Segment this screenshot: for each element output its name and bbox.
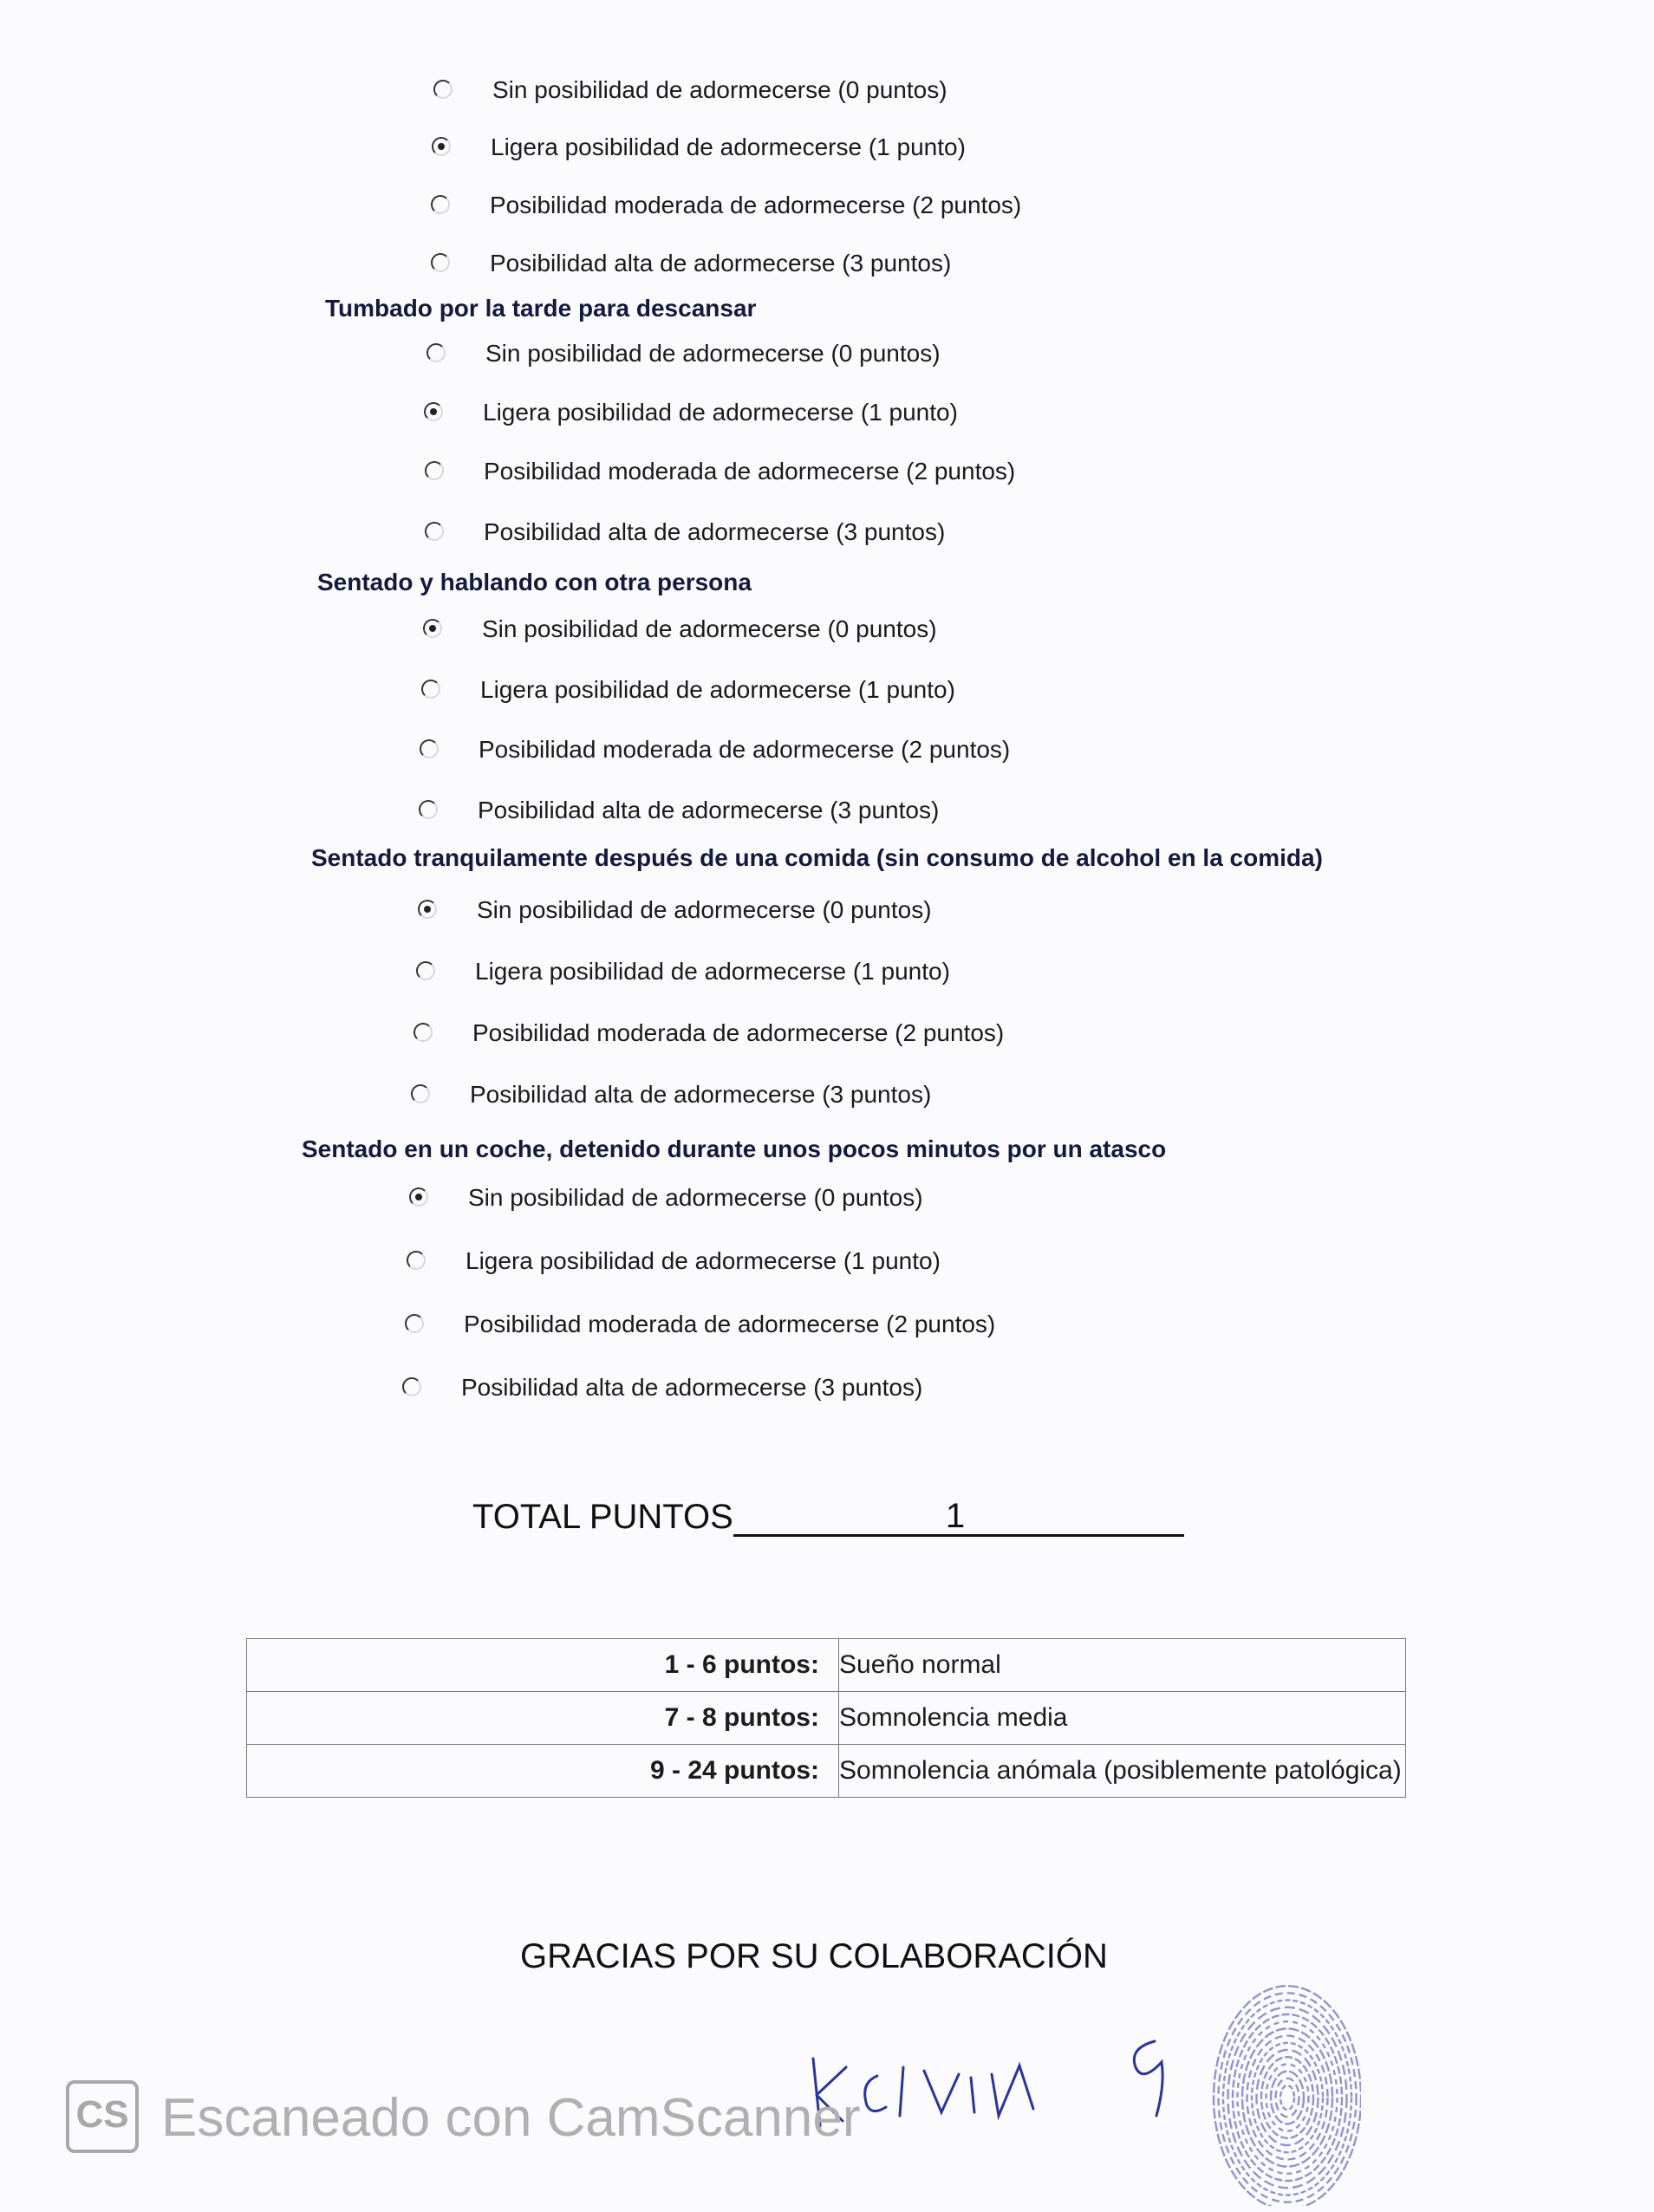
radio-checked-icon[interactable] — [432, 137, 451, 156]
answer-option-label: Ligera posibilidad de adormecerse (1 punto) — [475, 958, 950, 985]
radio-checked-icon[interactable] — [424, 402, 443, 421]
radio-unchecked-icon[interactable] — [402, 1377, 421, 1396]
answer-option-label: Posibilidad alta de adormecerse (3 puntos) — [470, 1081, 932, 1108]
answer-option-label: Ligera posibilidad de adormecerse (1 punto) — [466, 1247, 941, 1274]
answer-option-label: Posibilidad alta de adormecerse (3 puntos) — [484, 518, 946, 545]
answer-option-label: Posibilidad alta de adormecerse (3 puntos) — [478, 797, 940, 823]
radio-unchecked-icon[interactable] — [420, 739, 439, 758]
radio-unchecked-icon[interactable] — [425, 522, 444, 541]
radio-unchecked-icon[interactable] — [414, 1023, 433, 1042]
camscanner-watermark-text: Escaneado con CamScanner — [161, 2088, 861, 2148]
question-title: Sentado y hablando con otra persona — [317, 569, 752, 595]
answer-option-label: Ligera posibilidad de adormecerse (1 punto) — [491, 133, 966, 160]
radio-unchecked-icon[interactable] — [431, 195, 450, 214]
total-blank-line — [733, 1497, 1184, 1537]
score-description: Somnolencia media — [839, 1692, 1406, 1745]
question-title: Tumbado por la tarde para descansar — [325, 295, 757, 322]
signature — [806, 2033, 1205, 2137]
score-description: Somnolencia anómala (posiblemente patológica) — [839, 1745, 1406, 1798]
fingerprint-ridge — [1267, 2064, 1309, 2131]
table-row — [247, 1692, 1406, 1745]
radio-unchecked-icon[interactable] — [425, 461, 444, 480]
answer-option-label: Sin posibilidad de adormecerse (0 puntos) — [477, 896, 932, 923]
fingerprint-ridge — [1261, 2057, 1313, 2138]
fingerprint-ridge — [1276, 2079, 1299, 2117]
answer-option-label: Sin posibilidad de adormecerse (0 puntos) — [492, 76, 947, 103]
camscanner-logo: CS — [66, 2080, 139, 2153]
total-value: 1 — [945, 1497, 966, 1535]
table-row — [247, 1639, 1406, 1692]
answer-option-label: Posibilidad moderada de adormecerse (2 puntos) — [464, 1311, 996, 1337]
radio-unchecked-icon[interactable] — [427, 343, 446, 362]
answer-option-label: Sin posibilidad de adormecerse (0 puntos) — [482, 615, 937, 642]
radio-unchecked-icon[interactable] — [421, 680, 440, 699]
answer-option-label: Posibilidad alta de adormecerse (3 puntos) — [461, 1374, 923, 1401]
radio-unchecked-icon[interactable] — [405, 1314, 424, 1333]
thanks-message: GRACIAS POR SU COLABORACIÓN — [520, 1937, 1108, 1975]
score-range: 1 - 6 puntos: — [247, 1639, 839, 1692]
answer-option-label: Posibilidad moderada de adormecerse (2 puntos) — [472, 1019, 1005, 1046]
fingerprint-ridge — [1252, 2043, 1323, 2152]
radio-unchecked-icon[interactable] — [407, 1251, 426, 1270]
radio-unchecked-icon[interactable] — [433, 80, 453, 99]
answer-option-label: Ligera posibilidad de adormecerse (1 punto) — [480, 676, 955, 703]
answer-option-label: Ligera posibilidad de adormecerse (1 punto) — [483, 399, 958, 426]
score-range: 9 - 24 puntos: — [247, 1745, 839, 1798]
fingerprint-ridge — [1247, 2036, 1328, 2160]
radio-checked-icon[interactable] — [418, 900, 437, 919]
score-range: 7 - 8 puntos: — [247, 1692, 839, 1745]
table-row — [247, 1745, 1406, 1798]
answer-option-label: Sin posibilidad de adormecerse (0 puntos) — [485, 340, 941, 367]
fingerprint-ridge — [1228, 2007, 1347, 2188]
radio-unchecked-icon[interactable] — [431, 253, 450, 272]
score-scale-table — [246, 1638, 1406, 1798]
answer-option-label: Posibilidad moderada de adormecerse (2 puntos) — [484, 458, 1016, 485]
score-description: Sueño normal — [839, 1639, 1406, 1692]
signature-mark — [1134, 2041, 1162, 2116]
fingerprint-mark — [1205, 1976, 1361, 2206]
radio-checked-icon[interactable] — [423, 619, 442, 638]
question-title: Sentado en un coche, detenido durante unos pocos minutos por un atasco — [302, 1135, 1167, 1162]
answer-option-label: Posibilidad moderada de adormecerse (2 puntos) — [490, 192, 1022, 218]
question-title: Sentado tranquilamente después de una comida (sin consumo de alcohol en la comida) — [311, 844, 1323, 871]
answer-option-label: Posibilidad alta de adormecerse (3 puntos) — [490, 250, 952, 276]
answer-option-label: Sin posibilidad de adormecerse (0 puntos) — [468, 1184, 923, 1211]
fingerprint-ridge — [1280, 2085, 1294, 2110]
radio-unchecked-icon[interactable] — [411, 1084, 430, 1103]
total-label: TOTAL PUNTOS — [472, 1498, 733, 1536]
fingerprint-ridge — [1219, 1993, 1357, 2202]
fingerprint-ridge — [1233, 2014, 1342, 2181]
radio-checked-icon[interactable] — [409, 1187, 428, 1207]
radio-unchecked-icon[interactable] — [419, 800, 438, 819]
answer-option-label: Posibilidad moderada de adormecerse (2 puntos) — [479, 736, 1011, 763]
radio-unchecked-icon[interactable] — [416, 961, 435, 980]
total-score — [472, 1498, 1184, 1537]
